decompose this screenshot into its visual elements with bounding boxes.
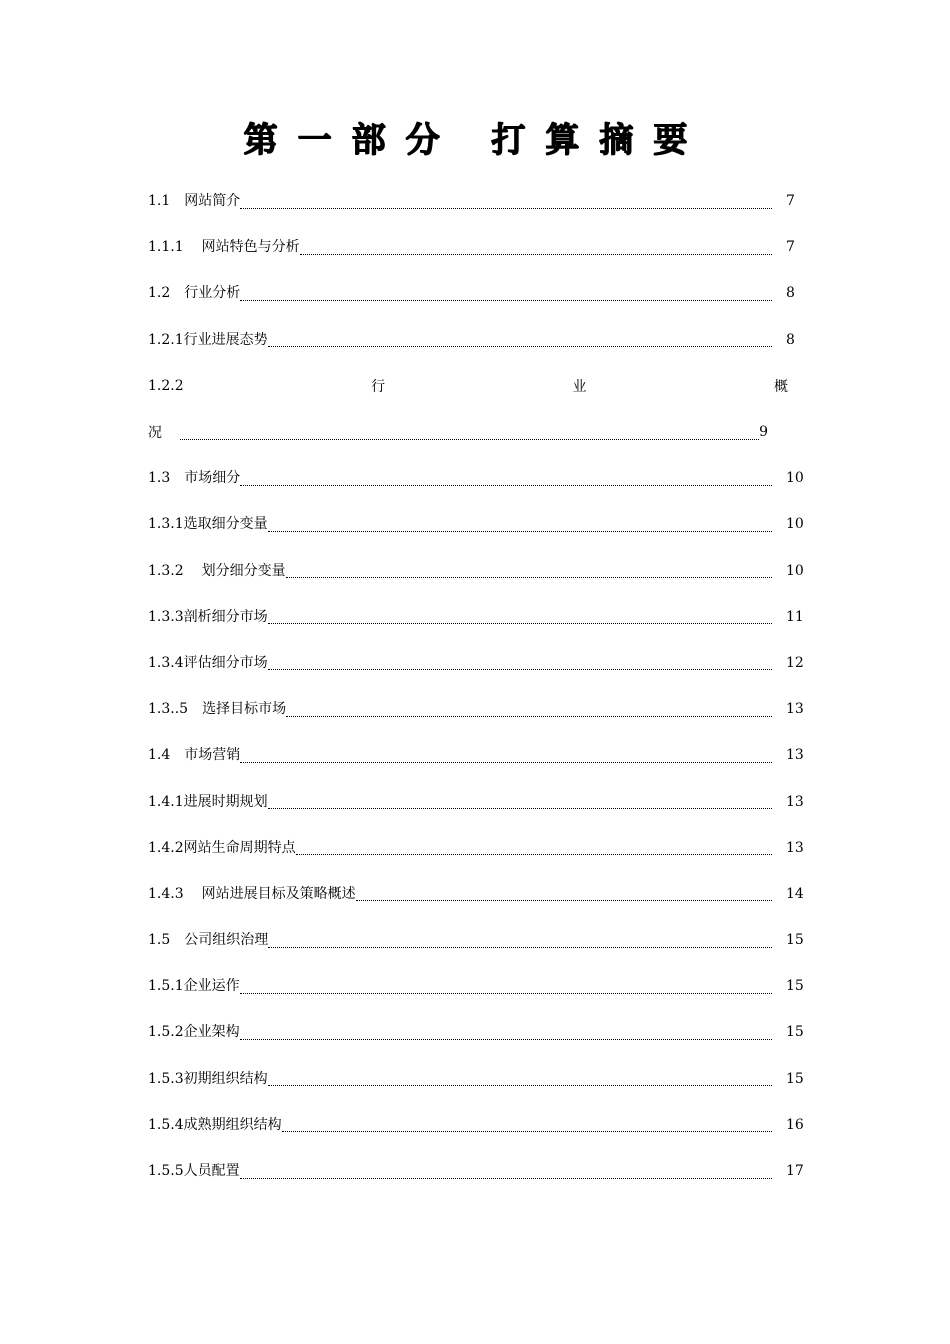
toc-entry-1-5-1[interactable] [148,963,808,1009]
toc-entry-1-5-5[interactable] [148,1148,808,1194]
toc-entry-page: 8 [786,285,795,302]
toc-entry-label: 评估细分市场 [183,654,268,671]
toc-leader-dots [268,515,772,532]
toc-entry-number: 1.2.1 [148,331,184,348]
toc-leader-dots [240,192,772,209]
toc-leader-dots [240,1023,772,1040]
toc-entry-1-5-4[interactable] [148,1102,808,1148]
toc-entry-label: 人员配置 [183,1163,240,1180]
toc-entry-page: 11 [786,608,804,625]
toc-entry-1-1[interactable] [148,178,808,224]
toc-entry-page: 15 [786,932,804,949]
toc-entry-1-4-3[interactable] [148,871,808,917]
toc-entry-page: 14 [786,885,804,902]
toc-entry-label: 行业进展态势 [183,331,268,348]
toc-entry-1-4[interactable] [148,732,808,778]
toc-entry-1-3-4[interactable] [148,640,808,686]
toc-entry-number: 1.1 [148,193,171,210]
toc-entry-number: 1.4.2 [148,839,184,856]
toc-leader-dots [180,423,759,440]
toc-entry-label: 市场营销 [184,747,241,764]
toc-entry-1-2-2-continued[interactable] [148,409,768,455]
toc-leader-dots [268,653,772,670]
toc-entry-page: 13 [786,747,804,764]
toc-leader-dots [240,746,772,763]
toc-leader-dots [286,700,772,717]
toc-entry-label: 成熟期组织结构 [183,1116,282,1133]
toc-entry-label: 网站特色与分析 [201,239,300,256]
toc-entry-label: 选择目标市场 [202,701,287,718]
toc-entry-number: 1.2.2 [148,377,184,394]
toc-leader-dots [240,1162,772,1179]
toc-entry-label: 网站进展目标及策略概述 [201,885,356,902]
toc-entry-page: 9 [759,424,768,441]
toc-entry-label-part: 行 [371,378,386,395]
toc-entry-label: 行业分析 [184,285,241,302]
toc-leader-dots [296,838,772,855]
toc-entry-page: 15 [786,1070,804,1087]
page-title: 第一部分 打算摘要 [243,120,707,160]
toc-entry-number: 1.4.3 [148,885,184,902]
toc-entry-1-4-1[interactable] [148,778,808,824]
toc-entry-number: 1.4 [148,747,171,764]
toc-entry-label: 剖析细分市场 [183,608,268,625]
toc-entry-page: 16 [786,1116,804,1133]
toc-entry-page: 13 [786,839,804,856]
toc-entry-page: 10 [786,470,804,487]
toc-leader-dots [286,561,772,578]
toc-entry-1-3-5[interactable] [148,686,808,732]
toc-entry-1-5-3[interactable] [148,1056,808,1102]
toc-leader-dots [268,330,772,347]
toc-entry-number: 1.3.1 [148,516,184,533]
toc-entry-label: 网站简介 [184,193,241,210]
toc-entry-1-3-2[interactable] [148,548,808,594]
toc-entry-page: 15 [786,1024,804,1041]
toc-entry-page: 13 [786,701,804,718]
toc-leader-dots [356,884,772,901]
toc-entry-1-3[interactable] [148,455,808,501]
toc-entry-number: 1.5.1 [148,978,184,995]
toc-entry-number: 1.5.3 [148,1070,184,1087]
toc-entry-1-2-2[interactable] [148,363,788,409]
toc-entry-page: 7 [786,193,795,210]
toc-entry-label-part: 况 [148,425,162,442]
toc-entry-number: 1.5.2 [148,1024,184,1041]
toc-leader-dots [240,977,772,994]
toc-entry-number: 1.4.1 [148,793,184,810]
toc-entry-page: 17 [786,1163,804,1180]
toc-entry-label: 进展时期规划 [183,793,268,810]
toc-entry-label-part: 概 [773,378,788,395]
toc-entry-label-part: 业 [572,378,587,395]
table-of-contents [148,178,808,1194]
toc-entry-page: 12 [786,654,804,671]
toc-entry-page: 13 [786,793,804,810]
toc-entry-page: 10 [786,516,804,533]
toc-entry-1-1-1[interactable] [148,224,808,270]
toc-entry-label: 网站生命周期特点 [183,839,296,856]
toc-entry-number: 1.3.4 [148,654,184,671]
toc-entry-label: 公司组织治理 [184,932,269,949]
toc-entry-number: 1.3.3 [148,608,184,625]
toc-entry-label: 初期组织结构 [183,1070,268,1087]
toc-leader-dots [300,238,772,255]
toc-entry-number: 1.5.4 [148,1116,184,1133]
toc-entry-1-5-2[interactable] [148,1009,808,1055]
toc-entry-1-4-2[interactable] [148,825,808,871]
toc-entry-label: 选取细分变量 [183,516,268,533]
toc-leader-dots [268,931,772,948]
toc-entry-number: 1.5.5 [148,1163,184,1180]
toc-entry-number: 1.3.2 [148,562,184,579]
toc-entry-number: 1.3 [148,470,171,487]
toc-leader-dots [282,1115,772,1132]
toc-entry-label: 划分细分变量 [201,562,286,579]
toc-entry-number: 1.1.1 [148,239,184,256]
toc-entry-label: 企业运作 [183,978,240,995]
toc-leader-dots [240,469,772,486]
toc-entry-page: 10 [786,562,804,579]
toc-entry-page: 7 [786,239,795,256]
toc-entry-1-3-3[interactable] [148,594,808,640]
toc-leader-dots [268,792,772,809]
toc-entry-number: 1.3..5 [148,701,189,718]
toc-leader-dots [268,1069,772,1086]
toc-entry-page: 8 [786,331,795,348]
toc-entry-1-2-1[interactable] [148,317,808,363]
toc-entry-1-3-1[interactable] [148,501,808,547]
toc-entry-number: 1.2 [148,285,171,302]
toc-entry-page: 15 [786,978,804,995]
toc-leader-dots [240,284,772,301]
toc-entry-1-5[interactable] [148,917,808,963]
toc-entry-number: 1.5 [148,932,171,949]
toc-entry-1-2[interactable] [148,270,808,316]
toc-entry-label: 市场细分 [184,470,241,487]
toc-leader-dots [268,607,772,624]
toc-entry-label: 企业架构 [183,1024,240,1041]
